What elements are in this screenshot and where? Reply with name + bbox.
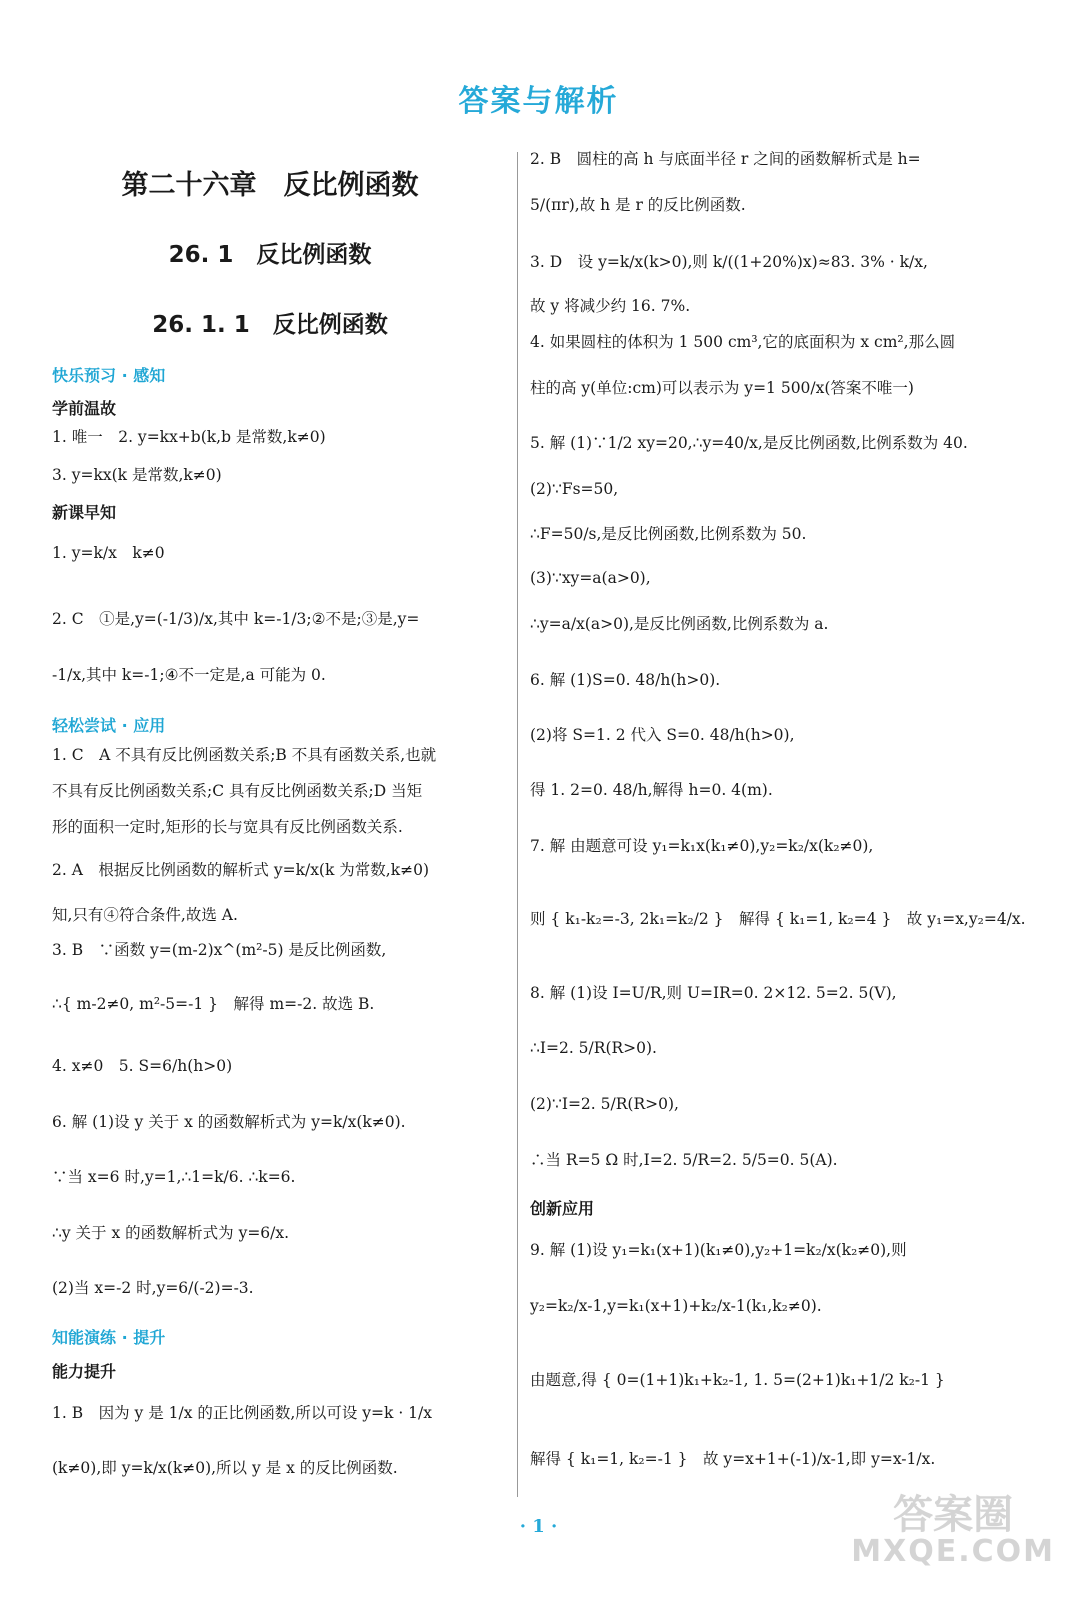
answer-line: (2)将 S=1. 2 代入 S=0. 48/h(h>0), [530, 726, 795, 744]
page-number: · 1 · [519, 1516, 558, 1537]
answer-line: 故 y 将减少约 16. 7%. [530, 297, 691, 315]
answer-line: 柱的高 y(单位:cm)可以表示为 y=1 500/x(答案不唯一) [530, 379, 914, 397]
answer-line: ∴F=50/s,是反比例函数,比例系数为 50. [530, 525, 807, 543]
answer-line: (k≠0),即 y=k/x(k≠0),所以 y 是 x 的反比例函数. [52, 1459, 398, 1477]
answer-line: (2)当 x=-2 时,y=6/(-2)=-3. [52, 1279, 254, 1297]
watermark-logo [851, 1494, 1055, 1568]
watermark-text: 答案圈 [893, 1492, 1014, 1538]
answer-line: 不具有反比例函数关系;C 具有反比例函数关系;D 当矩 [52, 782, 423, 800]
subsection-heading: 26. 1. 1 反比例函数 [152, 312, 388, 338]
answer-line: 5. 解 (1)∵1/2 xy=20,∴y=40/x,是反比例函数,比例系数为 40. [530, 434, 968, 452]
sub-label: 新课早知 [52, 503, 117, 522]
answer-line: (2)∵Fs=50, [530, 480, 619, 498]
answer-line: 3. y=kx(k 是常数,k≠0) [52, 466, 222, 484]
answer-line: ∴I=2. 5/R(R>0). [530, 1039, 657, 1057]
answer-line: 得 1. 2=0. 48/h,解得 h=0. 4(m). [530, 781, 773, 799]
answer-line: ∴{ m-2≠0, m²-5=-1 } 解得 m=-2. 故选 B. [52, 995, 375, 1013]
answer-line: 2. C ①是,y=(-1/3)/x,其中 k=-1/3;②不是;③是,y= [52, 610, 420, 628]
answer-line: 4. x≠0 5. S=6/h(h>0) [52, 1057, 233, 1075]
chapter-heading: 第二十六章 反比例函数 [121, 170, 419, 201]
section-label: 知能演练 · 提升 [52, 1328, 166, 1347]
page-title: 答案与解析 [458, 84, 619, 119]
sub-label: 能力提升 [52, 1362, 117, 1381]
answer-line: 则 { k₁-k₂=-3, 2k₁=k₂/2 } 解得 { k₁=1, k₂=4 } 故 y₁=x,y₂=4/x. [530, 910, 1026, 928]
watermark-url: MXQE.COM [851, 1534, 1055, 1569]
answer-line: -1/x,其中 k=-1;④不一定是,a 可能为 0. [52, 666, 326, 684]
section-heading: 26. 1 反比例函数 [168, 242, 372, 268]
answer-line: (2)∵I=2. 5/R(R>0), [530, 1095, 679, 1113]
answer-line: ∴y=a/x(a>0),是反比例函数,比例系数为 a. [530, 615, 829, 633]
answer-line: 1. 唯一 2. y=kx+b(k,b 是常数,k≠0) [52, 428, 326, 446]
section-label: 快乐预习 · 感知 [52, 366, 166, 385]
answer-line: 1. C A 不具有反比例函数关系;B 不具有函数关系,也就 [52, 746, 437, 764]
answer-line: 6. 解 (1)S=0. 48/h(h>0). [530, 671, 721, 689]
answer-line: 由题意,得 { 0=(1+1)k₁+k₂-1, 1. 5=(2+1)k₁+1/2 k₂-1 } [530, 1371, 945, 1389]
answer-line: ∵当 x=6 时,y=1,∴1=k/6. ∴k=6. [52, 1168, 296, 1186]
sub-label: 创新应用 [530, 1199, 595, 1218]
answer-line: 3. B ∵函数 y=(m-2)x^(m²-5) 是反比例函数, [52, 941, 387, 959]
answer-line: y₂=k₂/x-1,y=k₁(x+1)+k₂/x-1(k₁,k₂≠0). [530, 1297, 822, 1315]
answer-line: 解得 { k₁=1, k₂=-1 } 故 y=x+1+(-1)/x-1,即 y=x-1/x. [530, 1450, 936, 1468]
answer-line: 1. B 因为 y 是 1/x 的正比例函数,所以可设 y=k · 1/x [52, 1404, 432, 1422]
answer-line: ∴y 关于 x 的函数解析式为 y=6/x. [52, 1224, 290, 1242]
answer-line: 知,只有④符合条件,故选 A. [52, 906, 238, 924]
answer-line: 3. D 设 y=k/x(k>0),则 k/((1+20%)x)≈83. 3% · k/x, [530, 253, 928, 271]
answer-line: 2. A 根据反比例函数的解析式 y=k/x(k 为常数,k≠0) [52, 861, 430, 879]
answer-line: 9. 解 (1)设 y₁=k₁(x+1)(k₁≠0),y₂+1=k₂/x(k₂≠0),则 [530, 1241, 907, 1259]
answer-line: 7. 解 由题意可设 y₁=k₁x(k₁≠0),y₂=k₂/x(k₂≠0), [530, 837, 874, 855]
answer-line: 1. y=k/x k≠0 [52, 544, 165, 562]
answer-line: 形的面积一定时,矩形的长与宽具有反比例函数关系. [52, 818, 403, 836]
section-label: 轻松尝试 · 应用 [52, 716, 166, 735]
answer-line: 2. B 圆柱的高 h 与底面半径 r 之间的函数解析式是 h= [530, 150, 921, 168]
answer-line: 6. 解 (1)设 y 关于 x 的函数解析式为 y=k/x(k≠0). [52, 1113, 406, 1131]
answer-line: (3)∵xy=a(a>0), [530, 569, 651, 587]
answer-line: 8. 解 (1)设 I=U/R,则 U=IR=0. 2×12. 5=2. 5(V), [530, 984, 897, 1002]
answer-line: ∴当 R=5 Ω 时,I=2. 5/R=2. 5/5=0. 5(A). [530, 1151, 838, 1169]
column-divider [517, 152, 518, 1497]
answer-line: 4. 如果圆柱的体积为 1 500 cm³,它的底面积为 x cm²,那么圆 [530, 333, 956, 351]
answer-line: 5/(πr),故 h 是 r 的反比例函数. [530, 196, 746, 214]
sub-label: 学前温故 [52, 399, 117, 418]
